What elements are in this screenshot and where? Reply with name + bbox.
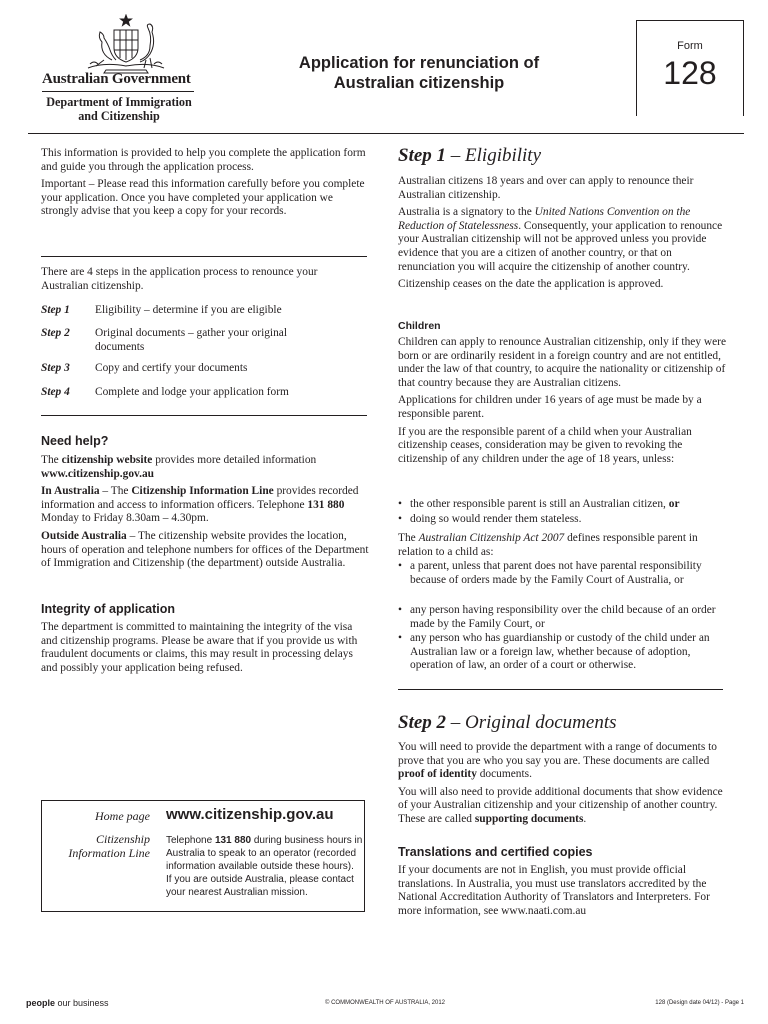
step-label: Step 1 bbox=[41, 304, 70, 316]
important-paragraph: Important – Please read this information carefully before you complete your application. Once you have completed your application we strongly advise that you keep a copy for your records. bbox=[41, 178, 365, 218]
need-help-section bbox=[41, 454, 371, 571]
list-item: • any person who has guardianship or custody of the child under an Australian law or a foreign law, whether because of adoption, operation of law, an order of a court or otherwise. bbox=[398, 632, 728, 673]
paragraph: If you are the responsible parent of a child when your Australian citizenship ceases, consideration may be given to revoking the citizenship of any children under the age of 18 years, unless: bbox=[398, 425, 692, 465]
list-item: • doing so would render them stateless. bbox=[398, 513, 728, 527]
page-title bbox=[264, 53, 574, 93]
paragraph: You will need to provide the department with a range of documents to prove that you are who you say you are. These documents are called proof of identity documents. bbox=[398, 741, 717, 781]
home-page-link[interactable]: www.citizenship.gov.au bbox=[166, 806, 334, 823]
form-label: Form bbox=[677, 40, 703, 52]
government-name: Australian Government bbox=[42, 71, 191, 87]
intro-section bbox=[41, 147, 367, 219]
step-1-intro bbox=[398, 175, 728, 292]
website-paragraph: The citizenship website provides more detailed information www.citizenship.gov.au bbox=[41, 454, 317, 480]
outside-australia-paragraph: Outside Australia – The citizenship website provides the location, hours of operation and telephone numbers for offices of the Department of Immigration and Citizenship (the department) outside Australia. bbox=[41, 529, 369, 570]
divider bbox=[41, 256, 367, 257]
title-line-1: Application for renunciation of bbox=[298, 54, 540, 72]
info-line-text: Telephone 131 880 during business hours in Australia to speak to an operator (recorded information available outside these hours). If you are outside Australia, please contact your nearest Australian mission. bbox=[166, 835, 363, 898]
footer-page-info: 128 (Design date 04/12) - Page 1 bbox=[655, 1000, 744, 1006]
step-label: Step 2 bbox=[41, 327, 70, 339]
header-divider bbox=[28, 133, 744, 134]
department-line-2: and Citizenship bbox=[78, 109, 160, 123]
website-link[interactable]: www.citizenship.gov.au bbox=[41, 467, 154, 480]
step-label: Step 3 bbox=[41, 362, 70, 374]
translations-heading: Translations and certified copies bbox=[398, 845, 593, 859]
footer-copyright: © COMMONWEALTH OF AUSTRALIA, 2012 bbox=[325, 1000, 445, 1006]
divider bbox=[398, 689, 723, 690]
step-label: Step 4 bbox=[41, 386, 70, 398]
steps-intro: There are 4 steps in the application process to renounce your Australian citizenship. bbox=[41, 266, 318, 292]
step-2-section bbox=[398, 741, 728, 827]
step-description: Eligibility – determine if you are eligible bbox=[95, 304, 282, 316]
integrity-paragraph: The department is committed to maintaining the integrity of the visa and citizenship programs. Please be aware that if you provide us with fraudulent documents or claims, this may result in processing delays and possibly your application being refused. bbox=[41, 621, 358, 674]
paragraph: Children can apply to renounce Australian citizenship, only if they were born or are ordinarily resident in a foreign country and are not entitled, under the law of that country, to acquire the nationality or citizenship of that country because they are Australian citizens. bbox=[398, 336, 727, 389]
step-1-heading: Step 1 – Eligibility bbox=[398, 145, 542, 166]
paragraph: The Australian Citizenship Act 2007 defines responsible parent in relation to a child as: bbox=[398, 532, 698, 558]
paragraph: Citizenship ceases on the date the application is approved. bbox=[398, 278, 664, 291]
step-description: Complete and lodge your application form bbox=[95, 386, 289, 398]
department-name bbox=[40, 95, 198, 123]
phone-number: 131 880 bbox=[214, 835, 252, 846]
info-line-label: Citizenship Information Line bbox=[68, 832, 150, 860]
step-2-heading: Step 2 – Original documents bbox=[398, 712, 617, 733]
coat-of-arms-icon bbox=[70, 14, 182, 74]
paragraph: You will also need to provide additional documents that show evidence of your Australian citizenship and your citizenship of another country. These are called supporting documents. bbox=[398, 785, 723, 825]
phone-number: 131 880 bbox=[307, 498, 345, 511]
contact-info-box bbox=[41, 800, 365, 912]
in-australia-paragraph: In Australia – The Citizenship Information Line provides recorded information and access to information officers. Telephone 131 880 Monday to Friday 8.30am – 4.30pm. bbox=[41, 485, 359, 525]
divider bbox=[41, 415, 367, 416]
need-help-heading: Need help? bbox=[41, 434, 109, 448]
paragraph: Australian citizens 18 years and over can apply to renounce their Australian citizenship. bbox=[398, 175, 694, 201]
title-line-2: Australian citizenship bbox=[333, 74, 505, 92]
home-page-label: Home page bbox=[95, 809, 150, 823]
integrity-heading: Integrity of application bbox=[41, 602, 176, 616]
list-item: • any person having responsibility over the child because of an order made by the Family Court, or bbox=[398, 604, 728, 631]
footer-brand: people our business bbox=[26, 998, 109, 1008]
translations-paragraph: If your documents are not in English, you must provide official translations. In Australia, you must use translators accredited by the National Accreditation Authority of Translators and Interpreters. For more information, see www.naati.com.au bbox=[398, 864, 710, 917]
intro-paragraph: This information is provided to help you complete the application form and guide you through the application process. bbox=[41, 147, 366, 173]
department-line-1: Department of Immigration bbox=[46, 95, 192, 109]
form-number: 128 bbox=[663, 55, 717, 91]
list-item: • the other responsible parent is still an Australian citizen, or bbox=[398, 498, 728, 512]
list-item: • a parent, unless that parent does not have parental responsibility because of orders made by the Family Court of Australia, or bbox=[398, 560, 728, 587]
step-description: Copy and certify your documents bbox=[95, 362, 248, 374]
paragraph: Applications for children under 16 years of age must be made by a responsible parent. bbox=[398, 394, 702, 420]
children-section bbox=[398, 336, 728, 466]
paragraph: Australia is a signatory to the United Nations Convention on the Reduction of Statelessness. Consequently, your application to renounce your Australian citizenship will not be approved unless you provide evidence that you are a citizen of another country, or that on renunciation you will acquire the citizenship of another country. bbox=[398, 206, 723, 273]
divider bbox=[42, 91, 194, 92]
step-description: Original documents – gather your original documents bbox=[95, 327, 288, 353]
children-heading: Children bbox=[398, 320, 441, 332]
